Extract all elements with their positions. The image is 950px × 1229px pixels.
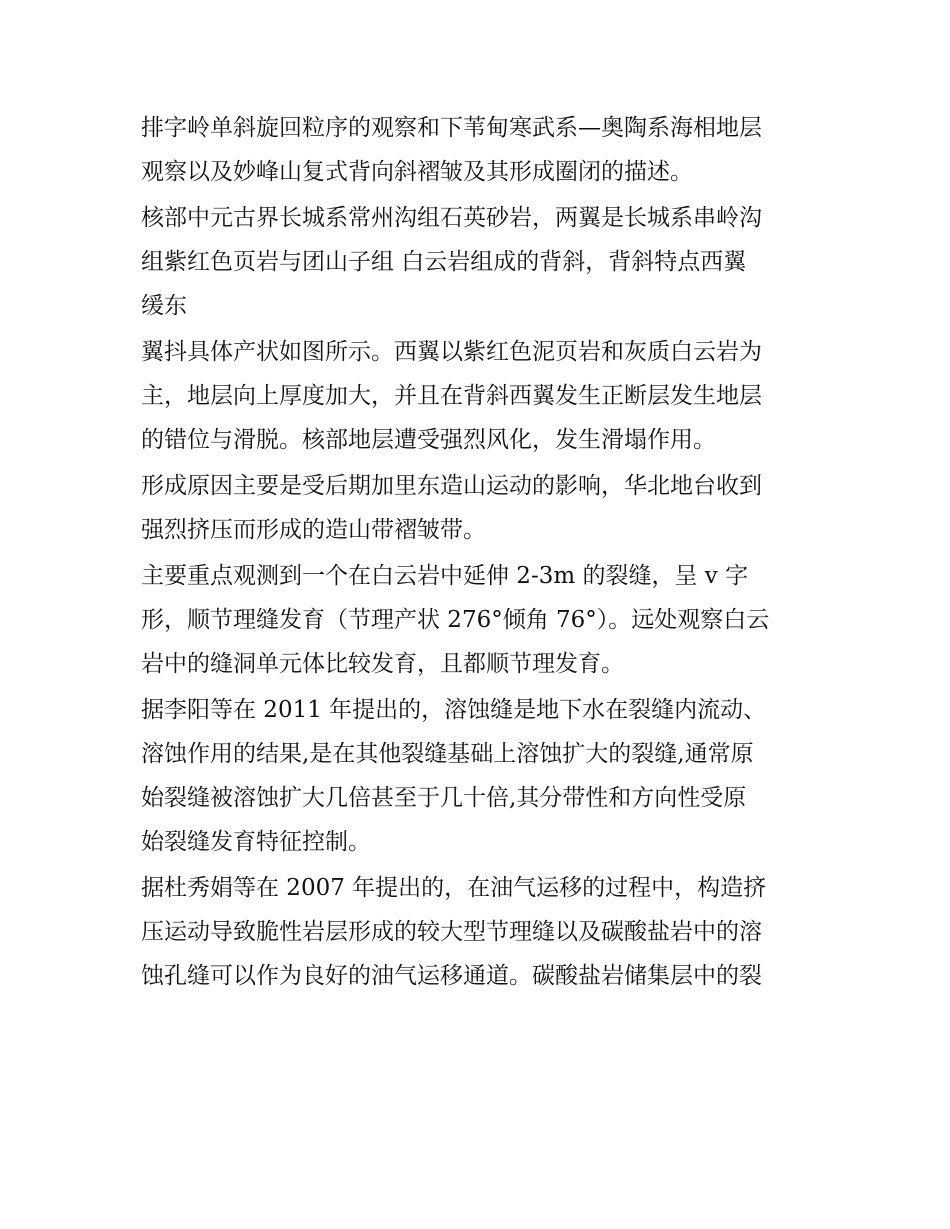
text-line: 据李阳等在 2011 年提出的，溶蚀缝是地下水在裂缝内流动、 xyxy=(141,697,767,723)
text-line: 翼抖具体产状如图所示。西翼以紫红色泥页岩和灰质白云岩为 xyxy=(141,339,762,365)
text-line: 岩中的缝洞单元体比较发育，且都顺节理发育。 xyxy=(141,651,624,677)
text-line: 据杜秀娟等在 2007 年提出的，在油气运移的过程中，构造挤 xyxy=(141,875,767,901)
paragraph-anticline-core xyxy=(141,196,821,328)
text-line: 的错位与滑脱。核部地层遭受强烈风化，发生滑塌作用。 xyxy=(141,427,716,453)
paragraph-west-limb xyxy=(141,330,821,462)
paragraph-observation-intro xyxy=(141,106,821,194)
text-line: 蚀孔缝可以作为良好的油气运移通道。碳酸盐岩储集层中的裂 xyxy=(141,963,762,989)
paragraph-formation-cause xyxy=(141,464,821,552)
text-line: 溶蚀作用的结果,是在其他裂缝基础上溶蚀扩大的裂缝,通常原 xyxy=(141,741,754,767)
paragraph-fracture-observation xyxy=(141,554,821,686)
document-body xyxy=(141,106,821,1000)
paragraph-migration-pathway xyxy=(141,866,821,998)
text-line: 主要重点观测到一个在白云岩中延伸 2-3m 的裂缝，呈 v 字 xyxy=(141,563,749,589)
text-line: 排字岭单斜旋回粒序的观察和下苇甸寒武系—奥陶系海相地层 xyxy=(141,115,762,141)
text-line: 形，顺节理缝发育（节理产状 276°倾角 76°）。远处观察白云 xyxy=(141,607,770,633)
text-line: 组紫红色页岩与团山子组 白云岩组成的背斜，背斜特点西翼 xyxy=(141,249,747,275)
text-line: 强烈挤压而形成的造山带褶皱带。 xyxy=(141,517,486,543)
text-line: 主，地层向上厚度加大，并且在背斜西翼发生正断层发生地层 xyxy=(141,383,762,409)
text-line: 核部中元古界长城系常州沟组石英砂岩，两翼是长城系串岭沟 xyxy=(141,205,762,231)
text-line: 始裂缝发育特征控制。 xyxy=(141,829,371,855)
text-line: 形成原因主要是受后期加里东造山运动的影响，华北地台收到 xyxy=(141,473,762,499)
text-line: 始裂缝被溶蚀扩大几倍甚至于几十倍,其分带性和方向性受原 xyxy=(141,785,747,811)
text-line: 缓东 xyxy=(141,293,187,319)
text-line: 压运动导致脆性岩层形成的较大型节理缝以及碳酸盐岩中的溶 xyxy=(141,919,762,945)
text-line: 观察以及妙峰山复式背向斜褶皱及其形成圈闭的描述。 xyxy=(141,159,693,185)
paragraph-dissolution-fracture xyxy=(141,688,821,864)
